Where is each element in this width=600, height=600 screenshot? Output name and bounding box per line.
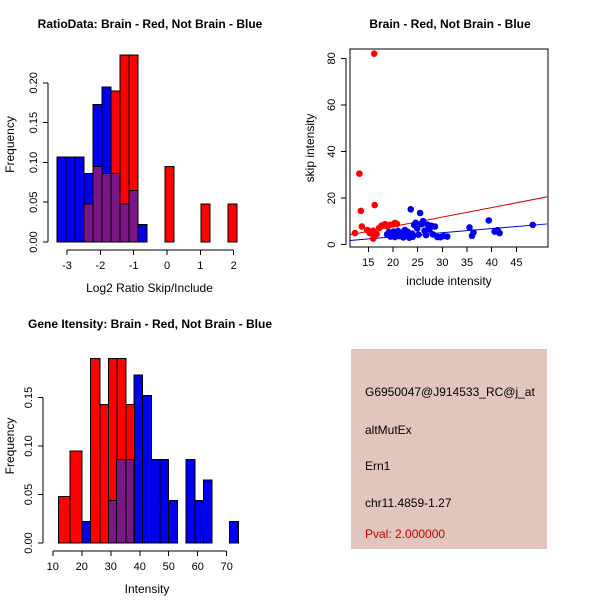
point-blue — [529, 222, 536, 229]
x-axis-title: Log2 Ratio Skip/Include — [86, 281, 213, 295]
bar-blue — [138, 224, 147, 242]
y-tick-label: 0.05 — [28, 191, 40, 213]
chart-title: Gene Itensity: Brain - Red, Not Brain - Blue — [27, 317, 273, 331]
bar-purple — [117, 460, 126, 543]
bar-purple — [102, 174, 111, 242]
y-tick-label: 0.05 — [23, 483, 35, 506]
bar-purple — [84, 204, 93, 242]
x-tick-label: -2 — [95, 260, 106, 272]
x-tick-label: -1 — [128, 260, 139, 272]
y-tick-label: 0.15 — [23, 386, 35, 409]
bar-blue — [230, 522, 239, 543]
x-tick-label: -3 — [62, 260, 72, 272]
panel-intensity-scatter — [300, 0, 600, 300]
point-blue — [417, 210, 424, 217]
y-tick-label: 0.10 — [23, 435, 35, 457]
panel-gene-intensity-histogram — [0, 300, 300, 600]
x-axis-title: Intensity — [124, 582, 170, 596]
plot-box — [350, 49, 548, 247]
intensity-scatter-svg — [300, 0, 600, 300]
x-tick-label: 60 — [191, 561, 204, 573]
bar-red — [70, 451, 82, 543]
y-tick-label: 0.20 — [28, 72, 40, 94]
x-tick-label: 15 — [362, 257, 375, 269]
info-line-2: Ern1 — [365, 459, 391, 473]
bar-red — [59, 496, 71, 543]
panel-info — [300, 300, 600, 600]
point-blue — [496, 230, 503, 237]
bar-purple — [129, 190, 138, 242]
bar-blue — [82, 522, 91, 543]
y-tick-label: 0.00 — [23, 532, 35, 554]
point-red — [371, 202, 378, 209]
ratio-histogram-svg — [0, 0, 300, 300]
point-blue — [407, 206, 414, 213]
x-tick-label: 2 — [230, 260, 237, 272]
point-blue — [444, 233, 451, 240]
x-tick-label: 25 — [411, 257, 424, 269]
bar-blue — [57, 157, 66, 242]
point-blue — [409, 233, 416, 240]
y-tick-label: 80 — [326, 52, 338, 65]
y-axis-title: skip intensity — [303, 113, 317, 183]
bar-red — [90, 359, 100, 543]
bar-blue — [204, 480, 213, 543]
bar-blue — [195, 500, 204, 543]
info-line-3: chr11.4859-1.27 — [365, 496, 452, 510]
x-tick-label: 20 — [75, 561, 88, 573]
info-line-1: altMutEx — [365, 423, 412, 437]
bar-blue — [134, 375, 143, 543]
point-blue — [470, 229, 477, 236]
bar-blue — [186, 460, 195, 543]
y-tick-label: 20 — [326, 191, 338, 205]
panel-ratio-histogram — [0, 0, 300, 300]
bar-red — [165, 166, 174, 242]
y-tick-label: 40 — [326, 145, 338, 158]
point-red — [356, 170, 363, 177]
x-tick-label: 70 — [220, 561, 233, 573]
bar-purple — [126, 460, 134, 543]
x-tick-label: 0 — [163, 260, 171, 272]
bar-red — [100, 404, 108, 543]
bar-blue — [75, 157, 84, 242]
bar-purple — [120, 204, 129, 242]
bar-blue — [151, 460, 160, 543]
bar-blue — [66, 157, 75, 242]
gene-intensity-histogram-svg — [0, 300, 300, 600]
info-line-4: Pval: 2.000000 — [365, 527, 446, 541]
x-tick-label: 30 — [104, 561, 117, 573]
x-tick-label: 45 — [510, 257, 523, 269]
chart-title: Brain - Red, Not Brain - Blue — [369, 17, 531, 31]
bar-blue — [169, 500, 178, 543]
y-tick-label: 60 — [326, 98, 338, 112]
y-axis-title: Frequency — [3, 116, 17, 173]
x-tick-label: 40 — [133, 561, 146, 573]
point-blue — [415, 231, 422, 238]
y-tick-label: 0.10 — [28, 151, 40, 174]
point-red — [352, 230, 359, 237]
bar-purple — [93, 166, 102, 242]
point-blue — [423, 232, 430, 239]
point-blue — [412, 219, 419, 226]
y-tick-label: 0.15 — [28, 111, 40, 134]
bar-purple — [108, 500, 116, 543]
bar-blue — [143, 396, 152, 543]
chart-title: RatioData: Brain - Red, Not Brain - Blue — [37, 17, 263, 31]
point-blue — [485, 217, 492, 224]
y-tick-label: 0.00 — [28, 231, 40, 253]
bar-blue — [160, 460, 169, 543]
point-red — [394, 221, 401, 228]
point-red — [373, 231, 380, 238]
bar-red — [201, 204, 210, 242]
x-tick-label: 20 — [386, 257, 400, 269]
bar-purple — [111, 174, 120, 242]
point-blue — [432, 223, 439, 230]
info-line-0: G6950047@J914533_RC@j_at — [365, 385, 535, 399]
x-tick-label: 1 — [197, 260, 204, 272]
point-red — [358, 208, 365, 215]
y-axis-title: Frequency — [3, 417, 17, 475]
point-red — [371, 50, 378, 57]
x-tick-label: 50 — [162, 561, 175, 573]
info-box — [351, 349, 547, 549]
x-tick-label: 35 — [460, 257, 474, 269]
bar-red — [228, 204, 237, 242]
x-tick-label: 30 — [436, 257, 449, 269]
x-axis-title: include intensity — [406, 274, 492, 288]
point-red — [359, 223, 366, 230]
x-tick-label: 40 — [485, 257, 498, 269]
x-tick-label: 10 — [46, 561, 59, 573]
y-tick-label: 0 — [326, 241, 338, 248]
